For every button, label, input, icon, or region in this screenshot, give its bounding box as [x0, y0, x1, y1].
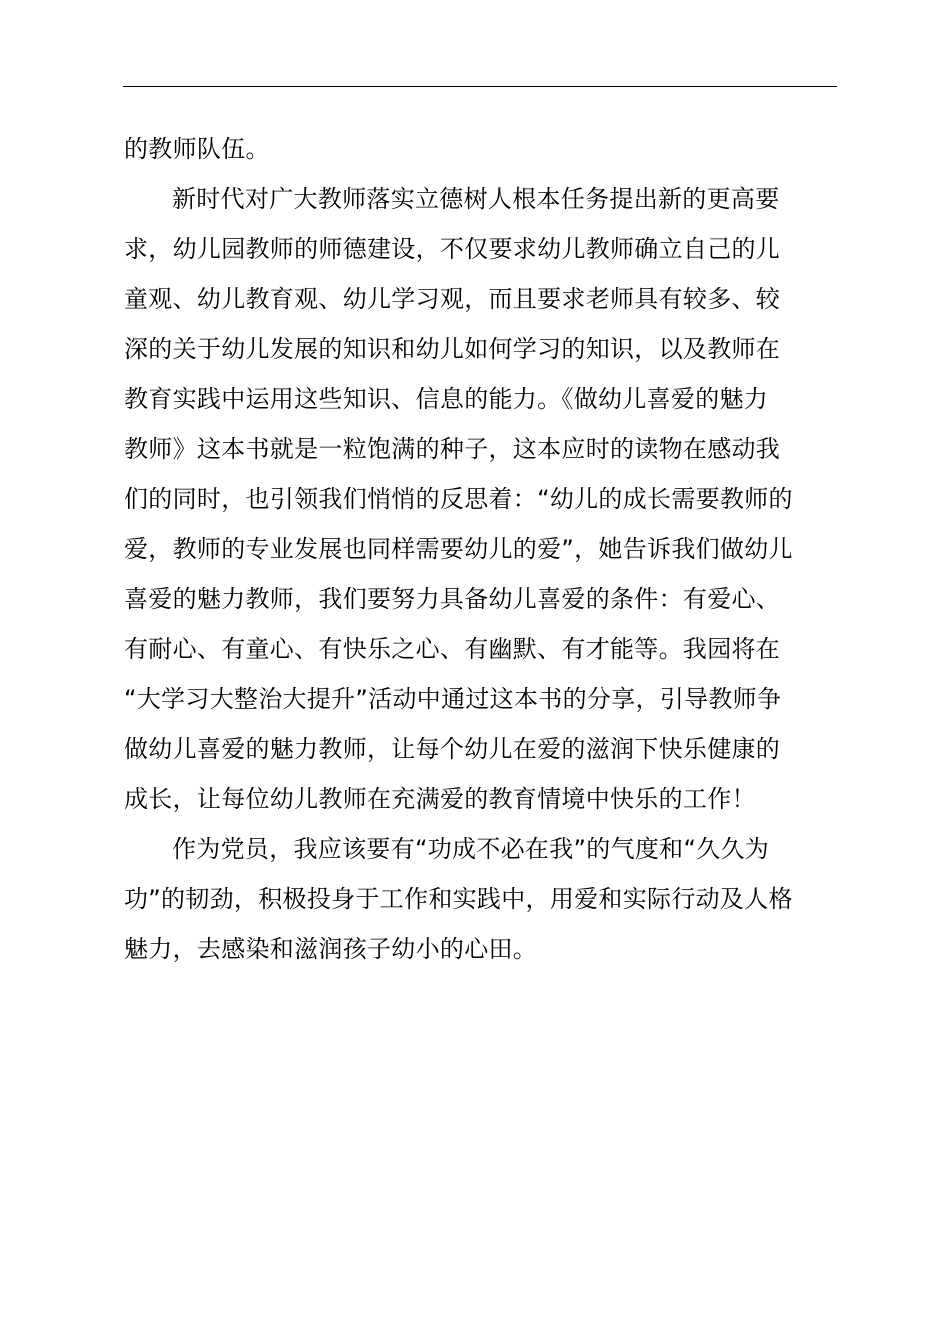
- header-rule: [123, 86, 837, 87]
- text-line: 教师》这本书就是一粒饱满的种子，这本应时的读物在感动我: [124, 435, 781, 463]
- text-line: 做幼儿喜爱的魅力教师，让每个幼儿在爱的滋润下快乐健康的: [124, 735, 781, 763]
- paragraph-start-line: 新时代对广大教师落实立德树人根本任务提出新的更高要: [172, 185, 780, 213]
- text-line: 教育实践中运用这些知识、信息的能力。《做幼儿喜爱的魅力: [124, 385, 769, 413]
- text-line: 们的同时，也引领我们悄悄的反思着：“幼儿的成长需要教师的: [124, 485, 793, 513]
- text-line: 魅力，去感染和滋润孩子幼小的心田。: [124, 935, 538, 963]
- text-line: “大学习大整治大提升”活动中通过这本书的分享，引导教师争: [124, 685, 782, 713]
- text-line: 功”的韧劲，积极投身于工作和实践中，用爱和实际行动及人格: [124, 885, 793, 913]
- text-line: 有耐心、有童心、有快乐之心、有幽默、有才能等。我园将在: [124, 635, 781, 663]
- paragraph-start-line: 作为党员，我应该要有“功成不必在我”的气度和“久久为: [172, 835, 770, 863]
- text-line: 的教师队伍。: [124, 135, 270, 163]
- text-line: 喜爱的魅力教师，我们要努力具备幼儿喜爱的条件：有爱心、: [124, 585, 781, 613]
- text-line: 童观、幼儿教育观、幼儿学习观，而且要求老师具有较多、较: [124, 285, 781, 313]
- text-line: 深的关于幼儿发展的知识和幼儿如何学习的知识，以及教师在: [124, 335, 781, 363]
- body-text: [124, 124, 839, 974]
- text-line: 爱，教师的专业发展也同样需要幼儿的爱”，她告诉我们做幼儿: [124, 535, 793, 563]
- text-line: 成长，让每位幼儿教师在充满爱的教育情境中快乐的工作！: [124, 785, 756, 813]
- text-line: 求，幼儿园教师的师德建设，不仅要求幼儿教师确立自己的儿: [124, 235, 781, 263]
